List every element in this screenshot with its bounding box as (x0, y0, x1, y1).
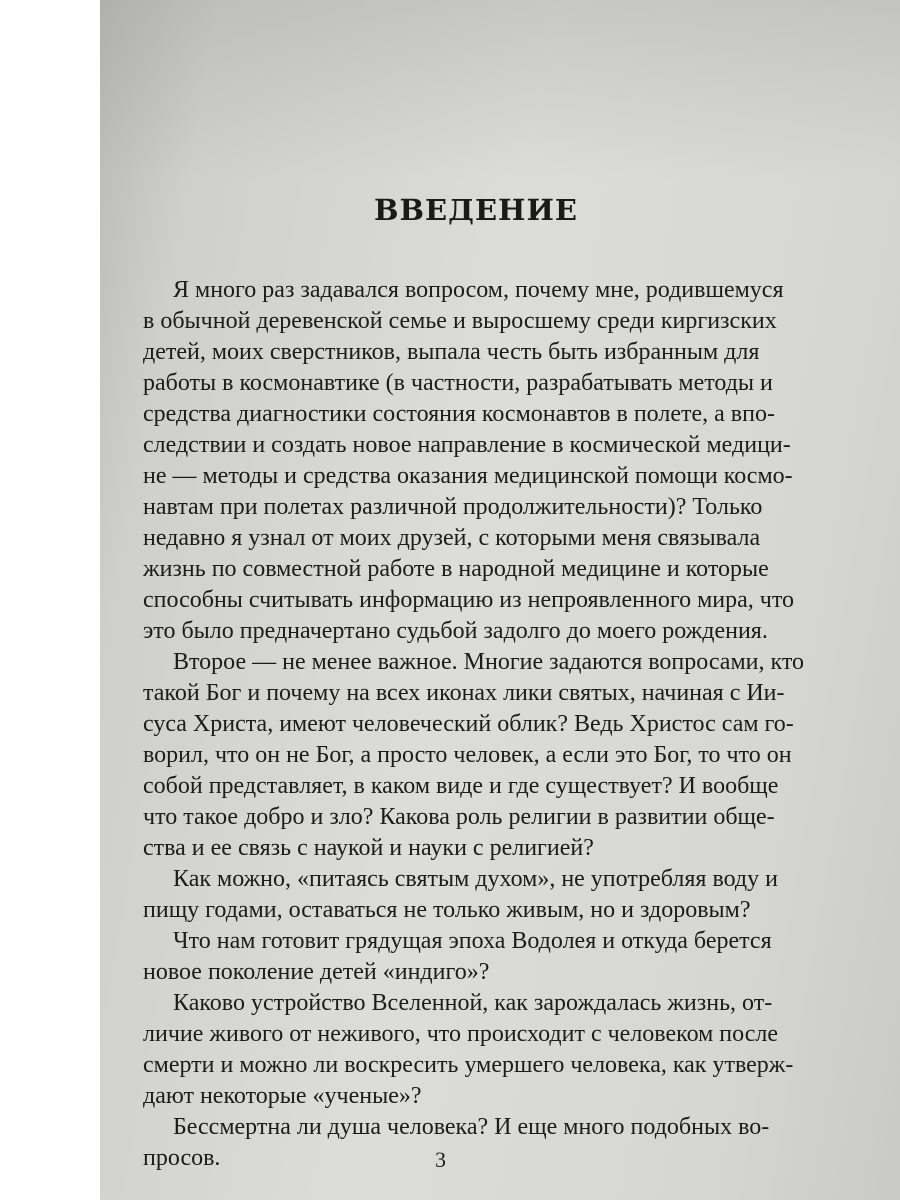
text-line: Второе — не менее важное. Многие задаются вопросами, кто (173, 649, 805, 675)
text-line: новое поколение детей «индиго»? (143, 959, 490, 985)
text-line: что такое добро и зло? Какова роль религии в развитии обще- (143, 804, 775, 830)
chapter-heading: ВВЕДЕНИЕ (374, 193, 578, 227)
text-line: это было предначертано судьбой задолго до моего рождения. (143, 618, 768, 644)
text-line: Каково устройство Вселенной, как зарождалась жизнь, от- (173, 990, 773, 1016)
text-line: жизнь по совместной работе в народной медицине и которые (143, 556, 769, 582)
text-line: смерти и можно ли воскресить умершего человека, как утверж- (143, 1052, 794, 1078)
text-line: средства диагностики состояния космонавтов в полете, а впо- (143, 401, 775, 427)
text-line: следствии и создать новое направление в космической медици- (143, 432, 791, 458)
show-through-text-shadow (100, 0, 900, 180)
page-number: 3 (435, 1147, 446, 1172)
text-line: дают некоторые «ученые»? (143, 1083, 422, 1109)
text-line: личие живого от неживого, что происходит с человеком после (143, 1021, 779, 1047)
text-line: ворил, что он не Бог, а просто человек, а если это Бог, то что он (143, 742, 792, 768)
text-line: Бессмертна ли душа человека? И еще много подобных во- (173, 1114, 770, 1140)
text-line: пищу годами, оставаться не только живым, но и здоровым? (143, 897, 751, 923)
text-line: такой Бог и почему на всех иконах лики святых, начиная с Ии- (143, 680, 785, 706)
text-line: суса Христа, имеют человеческий облик? Ведь Христос сам го- (143, 711, 794, 737)
text-line: детей, моих сверстников, выпала честь быть избранным для (143, 339, 760, 365)
text-line: Что нам готовит грядущая эпоха Водолея и откуда берется (173, 928, 772, 954)
text-line: просов. (143, 1145, 221, 1171)
book-page (100, 0, 900, 1200)
text-line: собой представляет, в каком виде и где существует? И вообще (143, 773, 779, 799)
text-line: работы в космонавтике (в частности, разрабатывать методы и (143, 370, 773, 396)
text-line: не — методы и средства оказания медицинской помощи космо- (143, 463, 793, 489)
text-line: недавно я узнал от моих друзей, с которыми меня связывала (143, 525, 761, 551)
text-line: ства и ее связь с наукой и науки с религией? (143, 835, 594, 861)
text-line: способны считывать информацию из непроявленного мира, что (143, 587, 795, 613)
text-line: Я много раз задавался вопросом, почему мне, родившемуся (173, 277, 784, 303)
text-line: в обычной деревенской семье и выросшему среди киргизских (143, 308, 777, 334)
text-line: навтам при полетах различной продолжительности)? Только (143, 494, 763, 520)
text-line: Как можно, «питаясь святым духом», не употребляя воду и (173, 866, 778, 892)
